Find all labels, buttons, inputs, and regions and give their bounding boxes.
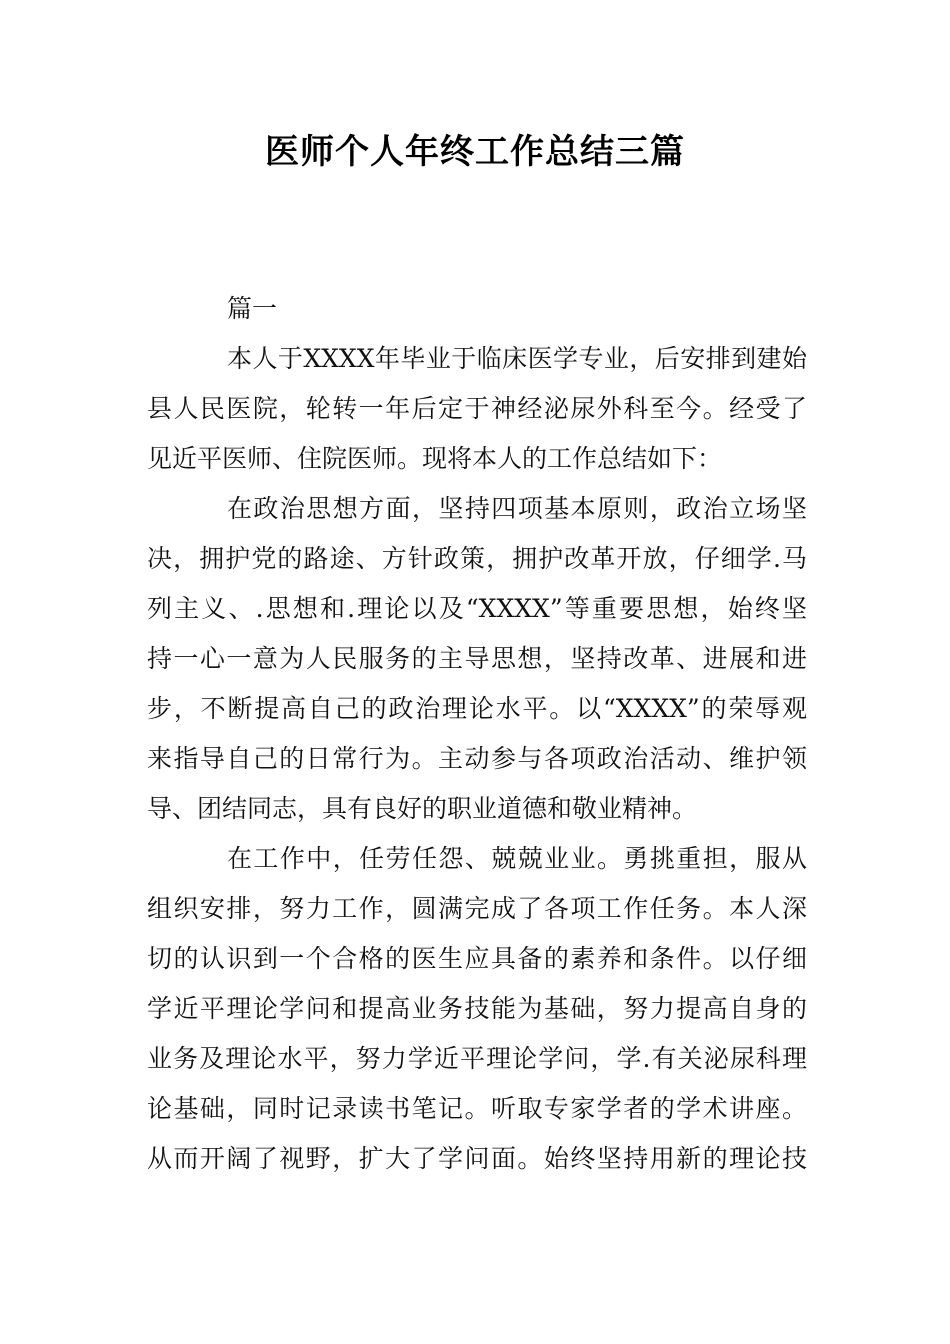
paragraph-line: 决，拥护党的路途、方针政策，拥护改革开放，仔细学.马 xyxy=(147,544,807,573)
paragraph-line: 论基础，同时记录读书笔记。听取专家学者的学术讲座。 xyxy=(147,1094,807,1123)
paragraph-line: 业务及理论水平，努力学近平理论学问，学.有关泌尿科理 xyxy=(147,1044,807,1073)
paragraph-line: 步，不断提高自己的政治理论水平。以“XXXX”的荣辱观 xyxy=(147,694,807,723)
paragraph-1 xyxy=(147,334,807,484)
paragraph-line: 学近平理论学问和提高业务技能为基础，努力提高自身的 xyxy=(147,994,807,1023)
document-title: 医师个人年终工作总结三篇 xyxy=(265,132,685,172)
paragraph-line: 来指导自己的日常行为。主动参与各项政治活动、维护领 xyxy=(147,744,807,773)
paragraph-line: 导、团结同志，具有良好的职业道德和敬业精神。 xyxy=(147,794,698,823)
paragraph-line: 见近平医师、住院医师。现将本人的工作总结如下： xyxy=(147,444,723,473)
paragraph-line: 在工作中，任劳任怨、兢兢业业。勇挑重担，服从 xyxy=(227,844,807,873)
document-body xyxy=(147,284,807,1184)
paragraph-line: 切的认识到一个合格的医生应具备的素养和条件。以仔细 xyxy=(147,944,807,973)
paragraph-line: 本人于XXXX年毕业于临床医学专业，后安排到建始 xyxy=(227,344,807,373)
paragraph-line: 列主义、.思想和.理论以及“XXXX”等重要思想，始终坚 xyxy=(147,594,807,623)
paragraph-line: 从而开阔了视野，扩大了学问面。始终坚持用新的理论技 xyxy=(147,1144,807,1173)
paragraph-line: 组织安排，努力工作，圆满完成了各项工作任务。本人深 xyxy=(147,894,807,923)
paragraph-line: 持一心一意为人民服务的主导思想，坚持改革、进展和进 xyxy=(147,644,807,673)
paragraph-3 xyxy=(147,834,807,1184)
section-label: 篇一 xyxy=(227,294,278,323)
paragraph-line: 县人民医院，轮转一年后定于神经泌尿外科至今。经受了 xyxy=(147,394,807,423)
paragraph-line: 在政治思想方面，坚持四项基本原则，政治立场坚 xyxy=(227,494,807,523)
paragraph-2 xyxy=(147,484,807,834)
